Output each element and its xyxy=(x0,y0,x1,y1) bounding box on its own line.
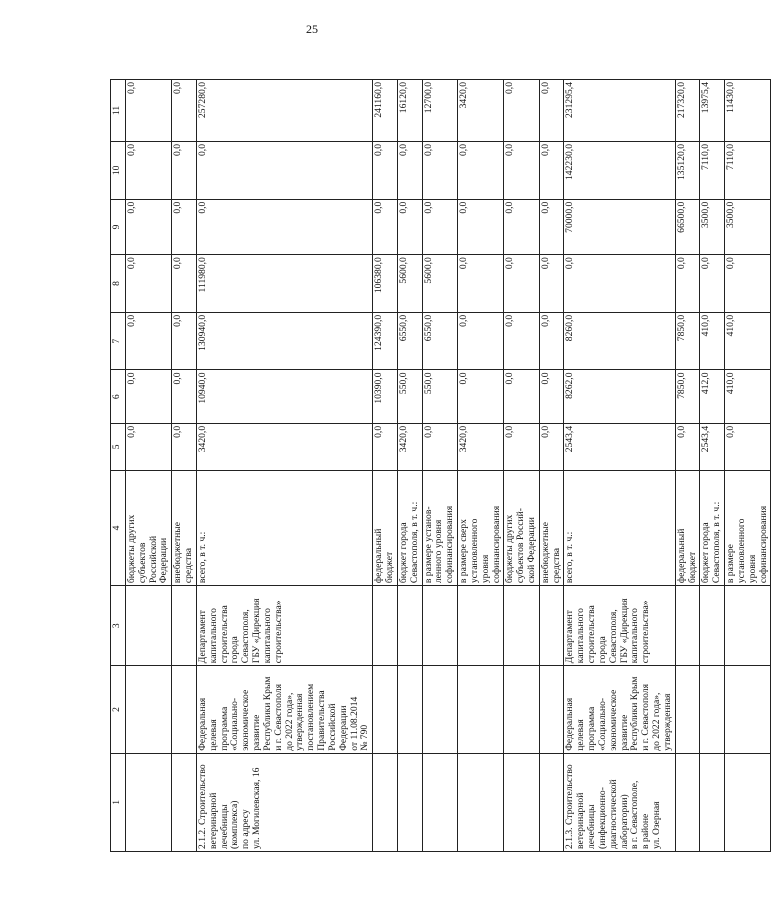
value-cell: 0,0 xyxy=(504,142,539,200)
program-cell xyxy=(539,666,564,754)
executor-cell xyxy=(539,586,564,666)
value-cell: 7110,0 xyxy=(700,142,725,200)
value-cell: 8260,0 xyxy=(564,312,675,370)
value-cell: 66500,0 xyxy=(675,199,700,255)
executor-cell xyxy=(397,586,422,666)
row-number-cell xyxy=(539,753,564,851)
value-cell: 0,0 xyxy=(126,312,172,370)
value-cell: 0,0 xyxy=(504,423,539,470)
value-cell: 0,0 xyxy=(172,423,197,470)
column-header: 8 xyxy=(111,255,126,313)
value-cell: 7110,0 xyxy=(725,142,771,200)
value-cell: 5600,0 xyxy=(422,255,457,313)
value-cell: 0,0 xyxy=(172,370,197,423)
total-cell: 257280,0 xyxy=(196,80,372,142)
program-cell xyxy=(675,666,700,754)
value-cell: 3420,0 xyxy=(196,423,372,470)
row-number-cell xyxy=(504,753,539,851)
value-cell: 8262,0 xyxy=(564,370,675,423)
value-cell: 0,0 xyxy=(504,370,539,423)
source-cell: федеральный бюджет xyxy=(675,470,700,585)
value-cell: 0,0 xyxy=(196,199,372,255)
value-cell: 0,0 xyxy=(504,312,539,370)
executor-cell xyxy=(700,586,725,666)
value-cell: 0,0 xyxy=(126,255,172,313)
value-cell: 2543,4 xyxy=(700,423,725,470)
value-cell: 550,0 xyxy=(422,370,457,423)
value-cell: 0,0 xyxy=(564,255,675,313)
total-cell: 0,0 xyxy=(126,80,172,142)
value-cell: 550,0 xyxy=(397,370,422,423)
value-cell: 412,0 xyxy=(700,370,725,423)
row-number-cell: 2.1.2. Строительство ветеринарной лечебницы (комплекса) по адресу ул. Могилевская, 16 xyxy=(196,753,372,851)
source-cell: всего, в т. ч.: xyxy=(564,470,675,585)
executor-cell xyxy=(422,586,457,666)
source-cell: бюджет города Севастополя, в т. ч.: xyxy=(397,470,422,585)
table-row xyxy=(126,80,172,852)
value-cell: 135120,0 xyxy=(675,142,700,200)
row-number-cell xyxy=(422,753,457,851)
value-cell: 5600,0 xyxy=(397,255,422,313)
value-cell: 7850,0 xyxy=(675,370,700,423)
row-number-cell xyxy=(172,753,197,851)
value-cell: 0,0 xyxy=(539,312,564,370)
row-number-cell xyxy=(725,753,771,851)
source-cell: всего, в т. ч.: xyxy=(196,470,372,585)
row-number-cell xyxy=(458,753,504,851)
table-row xyxy=(172,80,197,852)
total-cell: 0,0 xyxy=(539,80,564,142)
value-cell: 10390,0 xyxy=(373,370,398,423)
program-cell xyxy=(504,666,539,754)
value-cell: 106380,0 xyxy=(373,255,398,313)
value-cell: 0,0 xyxy=(458,142,504,200)
value-cell: 0,0 xyxy=(196,142,372,200)
value-cell: 0,0 xyxy=(539,255,564,313)
row-number-cell: 2.1.3. Строительство ветеринарной лечебницы (инфекционно- диагностической лаборатории) в г. Севастополе, в районе ул. Озерная xyxy=(564,753,675,851)
executor-cell xyxy=(458,586,504,666)
value-cell: 0,0 xyxy=(126,142,172,200)
row-number-cell xyxy=(373,753,398,851)
value-cell: 0,0 xyxy=(172,199,197,255)
value-cell: 0,0 xyxy=(397,199,422,255)
value-cell: 0,0 xyxy=(172,312,197,370)
row-number-cell xyxy=(700,753,725,851)
value-cell: 0,0 xyxy=(126,370,172,423)
value-cell: 2543,4 xyxy=(564,423,675,470)
source-cell: бюджеты других субъектов Российской Федерации xyxy=(126,470,172,585)
total-cell: 0,0 xyxy=(504,80,539,142)
value-cell: 0,0 xyxy=(126,423,172,470)
total-cell: 16120,0 xyxy=(397,80,422,142)
total-cell: 13975,4 xyxy=(700,80,725,142)
value-cell: 0,0 xyxy=(675,255,700,313)
value-cell: 0,0 xyxy=(539,370,564,423)
table-row xyxy=(539,80,564,852)
executor-cell: Департамент капитального строительства города Севастополя, ГБУ «Дирекция капитального строительства» xyxy=(196,586,372,666)
program-cell xyxy=(172,666,197,754)
value-cell: 142230,0 xyxy=(564,142,675,200)
rotated-table-wrapper xyxy=(110,79,769,852)
source-cell: федеральный бюджет xyxy=(373,470,398,585)
column-header: 6 xyxy=(111,370,126,423)
value-cell: 0,0 xyxy=(458,312,504,370)
source-cell: внебюджетные средства xyxy=(539,470,564,585)
source-cell: бюджет города Севастополя, в т. ч.: xyxy=(700,470,725,585)
page-number: 25 xyxy=(306,22,318,36)
value-cell: 0,0 xyxy=(539,142,564,200)
program-cell xyxy=(126,666,172,754)
program-cell xyxy=(373,666,398,754)
value-cell: 3500,0 xyxy=(725,199,771,255)
source-cell: внебюджетные средства xyxy=(172,470,197,585)
program-cell xyxy=(397,666,422,754)
executor-cell xyxy=(373,586,398,666)
value-cell: 0,0 xyxy=(422,142,457,200)
source-cell: бюджеты других субъектов Россий- ской Федерации xyxy=(504,470,539,585)
column-header: 4 xyxy=(111,470,126,585)
column-header: 9 xyxy=(111,199,126,255)
value-cell: 0,0 xyxy=(700,255,725,313)
value-cell: 0,0 xyxy=(373,199,398,255)
column-header: 3 xyxy=(111,586,126,666)
table-row xyxy=(196,80,372,852)
column-header: 10 xyxy=(111,142,126,200)
value-cell: 3420,0 xyxy=(458,423,504,470)
total-cell: 217320,0 xyxy=(675,80,700,142)
value-cell: 0,0 xyxy=(373,142,398,200)
value-cell: 0,0 xyxy=(675,423,700,470)
total-cell: 3420,0 xyxy=(458,80,504,142)
value-cell: 0,0 xyxy=(539,423,564,470)
value-cell: 0,0 xyxy=(172,255,197,313)
value-cell: 6550,0 xyxy=(422,312,457,370)
source-cell: в размере установленного уровня софинансирования xyxy=(725,470,771,585)
table-row xyxy=(458,80,504,852)
total-cell: 11430,0 xyxy=(725,80,771,142)
table-row xyxy=(564,80,675,852)
executor-cell xyxy=(725,586,771,666)
value-cell: 130940,0 xyxy=(196,312,372,370)
table-row xyxy=(504,80,539,852)
program-cell xyxy=(700,666,725,754)
header-row xyxy=(111,80,126,852)
value-cell: 0,0 xyxy=(373,423,398,470)
value-cell: 0,0 xyxy=(725,255,771,313)
value-cell: 0,0 xyxy=(422,423,457,470)
table-row xyxy=(725,80,771,852)
executor-cell xyxy=(126,586,172,666)
executor-cell xyxy=(675,586,700,666)
value-cell: 0,0 xyxy=(504,199,539,255)
value-cell: 0,0 xyxy=(458,199,504,255)
value-cell: 0,0 xyxy=(126,199,172,255)
value-cell: 410,0 xyxy=(725,312,771,370)
value-cell: 0,0 xyxy=(504,255,539,313)
row-number-cell xyxy=(397,753,422,851)
value-cell: 0,0 xyxy=(458,255,504,313)
column-header: 5 xyxy=(111,423,126,470)
value-cell: 3500,0 xyxy=(700,199,725,255)
program-cell xyxy=(422,666,457,754)
value-cell: 0,0 xyxy=(422,199,457,255)
value-cell: 410,0 xyxy=(725,370,771,423)
row-number-cell xyxy=(126,753,172,851)
executor-cell xyxy=(504,586,539,666)
value-cell: 7850,0 xyxy=(675,312,700,370)
executor-cell xyxy=(172,586,197,666)
total-cell: 12700,0 xyxy=(422,80,457,142)
program-cell: Федеральная целевая программа «Социально- экономическое развитие Республики Крым и г. Севастополя до 2022 года», утвержденная постановлением Правительства Российской Федерации от 11.08.2014 № 790 xyxy=(196,666,372,754)
table-row xyxy=(397,80,422,852)
total-cell: 241160,0 xyxy=(373,80,398,142)
value-cell: 0,0 xyxy=(458,370,504,423)
value-cell: 0,0 xyxy=(725,423,771,470)
source-cell: в размере установ- ленного уровня софинансирования xyxy=(422,470,457,585)
financing-table xyxy=(110,79,771,852)
total-cell: 231295,4 xyxy=(564,80,675,142)
program-cell: Федеральная целевая программа «Социально- экономическое развитие Республики Крым и г. Севастополя до 2022 года», утвержденная xyxy=(564,666,675,754)
value-cell: 10940,0 xyxy=(196,370,372,423)
value-cell: 0,0 xyxy=(397,142,422,200)
table-row xyxy=(373,80,398,852)
source-cell: в размере сверх установленного уровня софинансирования xyxy=(458,470,504,585)
column-header: 2 xyxy=(111,666,126,754)
program-cell xyxy=(458,666,504,754)
value-cell: 70000,0 xyxy=(564,199,675,255)
table-row xyxy=(422,80,457,852)
value-cell: 0,0 xyxy=(539,199,564,255)
column-header: 7 xyxy=(111,312,126,370)
executor-cell: Департамент капитального строительства города Севастополя, ГБУ «Дирекция капитального строительства» xyxy=(564,586,675,666)
value-cell: 124390,0 xyxy=(373,312,398,370)
value-cell: 6550,0 xyxy=(397,312,422,370)
column-header: 1 xyxy=(111,753,126,851)
value-cell: 0,0 xyxy=(172,142,197,200)
value-cell: 410,0 xyxy=(700,312,725,370)
program-cell xyxy=(725,666,771,754)
total-cell: 0,0 xyxy=(172,80,197,142)
table-row xyxy=(700,80,725,852)
table-row xyxy=(675,80,700,852)
column-header: 11 xyxy=(111,80,126,142)
row-number-cell xyxy=(675,753,700,851)
value-cell: 111980,0 xyxy=(196,255,372,313)
value-cell: 3420,0 xyxy=(397,423,422,470)
